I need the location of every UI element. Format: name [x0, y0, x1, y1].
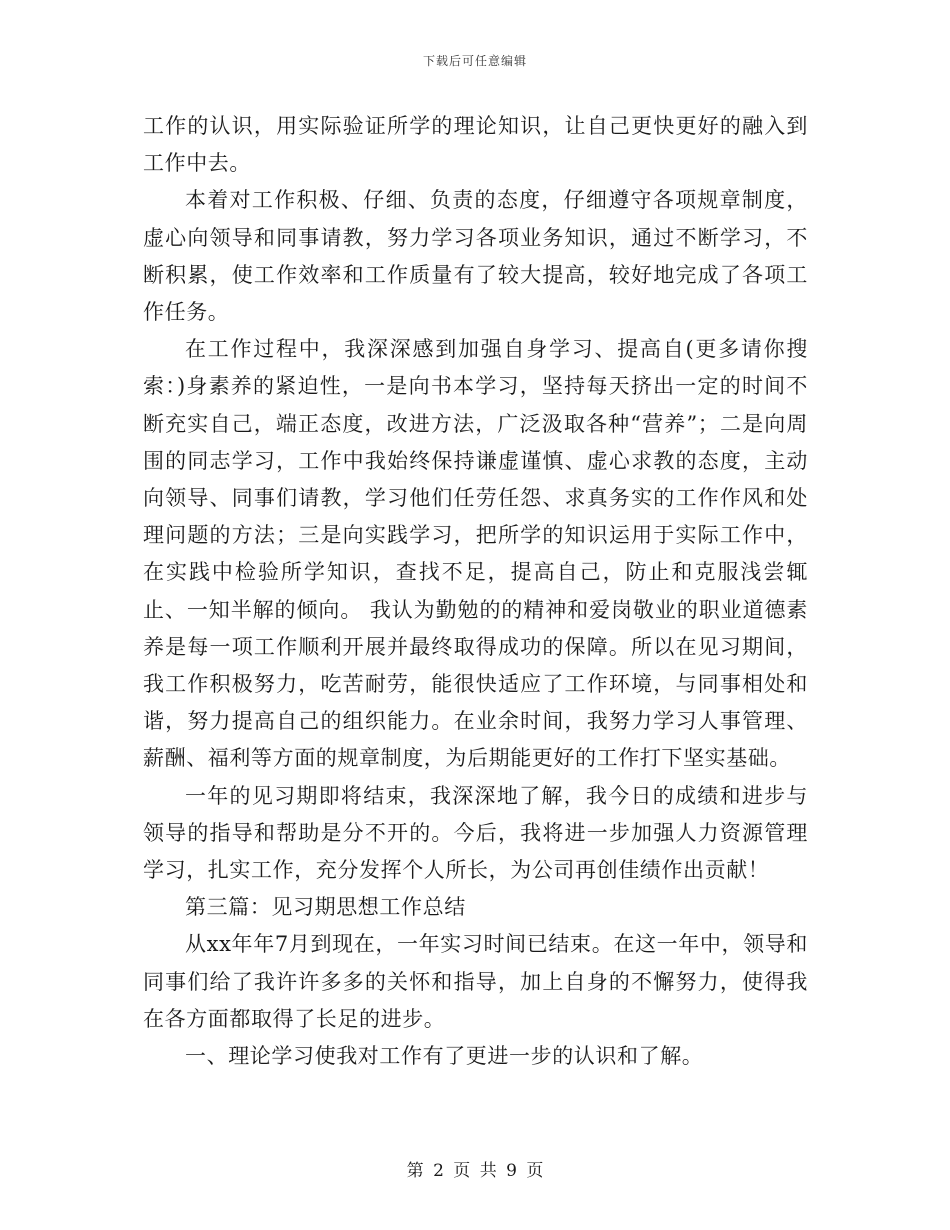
paragraph: 一年的见习期即将结束，我深深地了解，我今日的成绩和进步与领导的指导和帮助是分不开的。今后，我将进一步加强人力资源管理学习，扎实工作，充分发挥个人所长，为公司再创佳绩作出贡献！ — [143, 783, 808, 883]
paragraph: 一、理论学习使我对工作有了更进一步的认识和了解。 — [185, 1044, 704, 1069]
paragraph: 在工作过程中，我深深感到加强自身学习、提高自(更多请你搜索：)身素养的紧迫性，一是向书本学习，坚持每天挤出一定的时间不断充实自己，端正态度，改进方法，广泛汲取各种“营养”；二是向周围的同志学习，工作中我始终保持谦虚谨慎、虚心求教的态度，主动向领导、同事们请教，学习他们任劳任怨、求真务实的工作作风和处理问题的方法；三是向实践学习，把所学的知识运用于实际工作中，在实践中检验所学知识，查找不足，提高自己，防止和克服浅尝辄止、一知半解的倾向。 我认为勤勉的的精神和爱岗敬业的职业道德素养是每一项工作顺利开展并最终取得成功的保障。所以在见习期间，我工作积极努力，吃苦耐劳，能很快适应了工作环境，与同事相处和谐，努力提高自己的组织能力。在业余时间，我努力学习人事管理、薪酬、福利等方面的规章制度，为后期能更好的工作打下坚实基础。 — [143, 337, 808, 771]
paragraph-continuation: 工作的认识，用实际验证所学的理论知识，让自己更快更好的融入到工作中去。 — [143, 114, 808, 176]
section-heading: 第三篇：见习期思想工作总结 — [185, 895, 466, 920]
paragraph: 从xx年年7月到现在，一年实习时间已结束。在这一年中，领导和同事们给了我许许多多的关怀和指导，加上自身的不懈努力，使得我在各方面都取得了长足的进步。 — [143, 932, 808, 1031]
paragraph: 本着对工作积极、仔细、负责的态度，仔细遵守各项规章制度，虚心向领导和同事请教，努力学习各项业务知识，通过不断学习，不断积累，使工作效率和工作质量有了较大提高，较好地完成了各项工作任务。 — [143, 188, 808, 325]
document-body — [143, 108, 808, 1075]
page-number-footer: 第 2 页 共 9 页 — [406, 1161, 544, 1181]
page-header-note: 下载后可任意编辑 — [422, 54, 527, 68]
